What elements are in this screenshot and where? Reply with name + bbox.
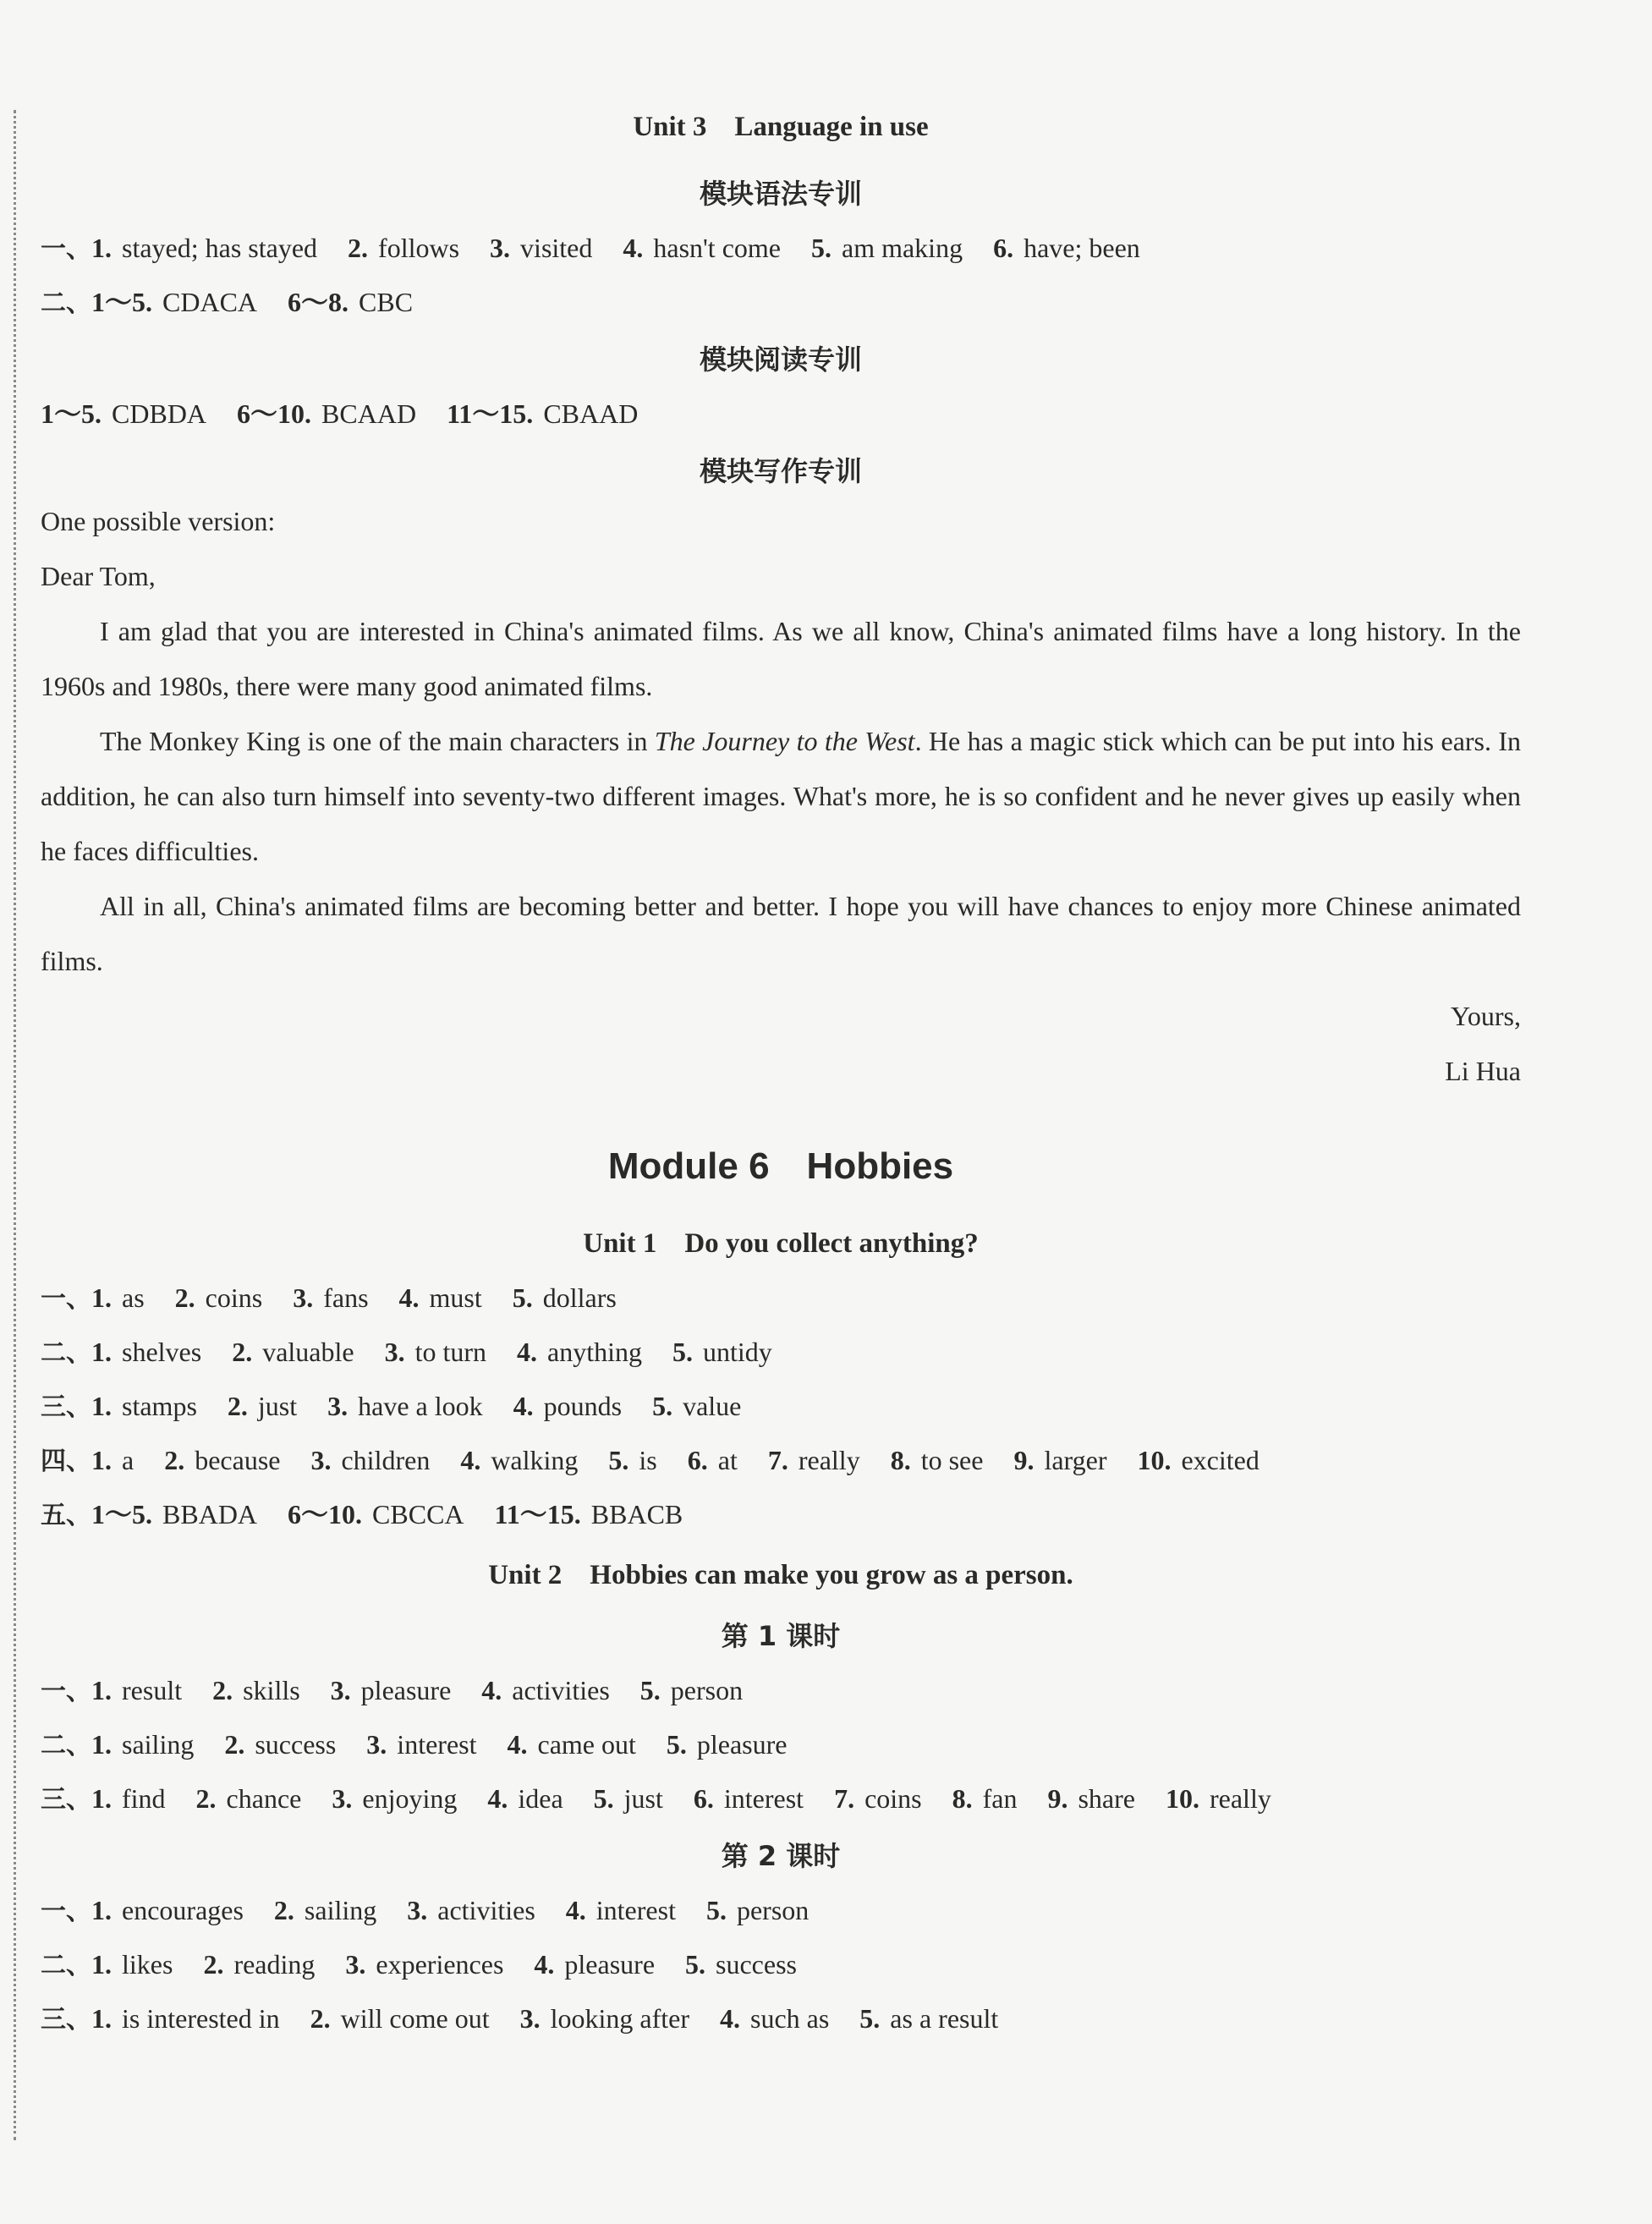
question-number: 5. [652, 1391, 673, 1421]
question-number: 1. [91, 1783, 112, 1814]
answer-text: to see [920, 1445, 984, 1475]
answer-item [288, 287, 413, 317]
answer-item [385, 1337, 486, 1367]
answer-text: success [255, 1729, 337, 1760]
answer-text: coins [864, 1783, 922, 1814]
question-number: 9. [1013, 1445, 1035, 1475]
answer-item [688, 1445, 738, 1475]
answer-row [41, 284, 1521, 320]
answer-text: share [1078, 1783, 1135, 1814]
answer-item [91, 287, 257, 317]
answer-item [91, 1949, 173, 1980]
answer-item [91, 1729, 194, 1760]
answer-text: hasn't come [653, 233, 781, 263]
answer-item [366, 1729, 476, 1760]
answer-text: untidy [703, 1337, 772, 1367]
answer-text: BBACB [590, 1499, 683, 1529]
question-number: 2. [174, 1282, 195, 1313]
answer-item [685, 1949, 797, 1980]
question-number: 4. [513, 1391, 534, 1421]
section-number: 一、 [41, 1284, 91, 1314]
question-number: 3. [327, 1391, 349, 1421]
answer-text: a [122, 1445, 134, 1475]
answer-page [41, 110, 1521, 2036]
question-number: 5. [639, 1675, 661, 1705]
question-number: 3. [293, 1282, 314, 1313]
question-number: 6～10. [237, 398, 312, 429]
question-number: 3. [407, 1895, 428, 1925]
answer-item [224, 1729, 336, 1760]
letter-closing: Yours, [1450, 1001, 1521, 1031]
answer-text: shelves [122, 1337, 202, 1367]
answer-text: sailing [122, 1729, 195, 1760]
answer-item [507, 1729, 635, 1760]
lesson1-answers [41, 1672, 1521, 1816]
question-number: 11～15. [447, 398, 534, 429]
answer-item [487, 1783, 563, 1814]
answer-item [768, 1445, 860, 1475]
answer-text: activities [437, 1895, 535, 1925]
answer-row [41, 1947, 1521, 1982]
question-number: 11～15. [494, 1499, 581, 1529]
answer-item [332, 1783, 457, 1814]
answer-item [407, 1895, 535, 1925]
answer-text: CBC [359, 287, 414, 317]
question-number: 3. [519, 2003, 541, 2034]
question-number: 6～8. [288, 287, 349, 317]
answer-text: visited [520, 233, 593, 263]
answer-item [640, 1675, 743, 1705]
question-number: 1. [91, 1282, 112, 1313]
answer-item [310, 1445, 430, 1475]
answer-item [811, 233, 963, 263]
answer-text: enjoying [362, 1783, 458, 1814]
answer-text: follows [378, 233, 460, 263]
question-number: 1. [91, 2003, 112, 2034]
section-number: 一、 [41, 234, 91, 264]
answer-item [672, 1337, 772, 1367]
answer-text: activities [512, 1675, 610, 1705]
module6-unit1-title: Unit 1 Do you collect anything? [583, 1228, 979, 1259]
question-number: 1. [91, 1895, 112, 1925]
section-number: 三、 [41, 1785, 91, 1815]
answer-text: CDACA [162, 287, 258, 317]
question-number: 2. [224, 1729, 245, 1760]
answer-text: coins [205, 1282, 263, 1313]
answer-text: came out [537, 1729, 636, 1760]
answer-item [345, 1949, 503, 1980]
answer-item [91, 1337, 201, 1367]
question-number: 1. [91, 1949, 112, 1980]
answer-item [348, 233, 459, 263]
answer-text: have; been [1024, 233, 1140, 263]
question-number: 1. [91, 1337, 112, 1367]
question-number: 8. [890, 1445, 911, 1475]
answer-item [91, 1895, 244, 1925]
book-title: The Journey to the West [654, 726, 915, 756]
section-number: 三、 [41, 2005, 91, 2035]
answer-row [41, 2001, 1521, 2036]
reading-answers [41, 396, 1521, 431]
question-number: 2. [232, 1337, 253, 1367]
answer-text: larger [1044, 1445, 1107, 1475]
answer-text: excited [1181, 1445, 1260, 1475]
question-number: 3. [384, 1337, 405, 1367]
answer-row [41, 1388, 1521, 1424]
answer-item [175, 1282, 263, 1313]
answer-item [293, 1282, 368, 1313]
answer-text: stayed; has stayed [122, 233, 318, 263]
question-number: 5. [666, 1729, 687, 1760]
question-number: 4. [565, 1895, 586, 1925]
answer-text: interest [397, 1729, 477, 1760]
lesson2-answers [41, 1892, 1521, 2036]
answer-item [694, 1783, 804, 1814]
module6-unit2-title: Unit 2 Hobbies can make you grow as a person. [488, 1560, 1073, 1590]
answer-item [327, 1391, 483, 1421]
question-number: 2. [164, 1445, 185, 1475]
answer-text: pleasure [360, 1675, 452, 1705]
answer-text: valuable [262, 1337, 354, 1367]
section-number: 五、 [41, 1501, 91, 1530]
question-number: 2. [212, 1675, 233, 1705]
question-number: 1. [91, 233, 112, 263]
letter-signature: Li Hua [1445, 1056, 1521, 1086]
question-number: 5. [705, 1895, 727, 1925]
answer-item [447, 398, 638, 429]
answer-item [91, 1499, 257, 1529]
answer-item [203, 1949, 315, 1980]
section-number: 二、 [41, 1338, 91, 1368]
letter-paragraph-2-end: . He has a magic stick which can be put into his ears. In addition, he can also turn himself into seventy-two different images. What's more, he is so confident and he never gives up easily when he faces difficulties. [41, 726, 1522, 866]
answer-text: likes [122, 1949, 173, 1980]
letter-paragraph-2-start: The Monkey King is one of the main characters in [100, 726, 655, 756]
answer-text: chance [226, 1783, 302, 1814]
section-number: 一、 [41, 1897, 91, 1926]
answer-text: BCAAD [321, 398, 417, 429]
answer-text: just [257, 1391, 298, 1421]
answer-text: idea [518, 1783, 563, 1814]
question-number: 8. [952, 1783, 973, 1814]
question-number: 2. [195, 1783, 217, 1814]
answer-item [196, 1783, 302, 1814]
letter-greeting: Dear Tom, [41, 561, 156, 591]
answer-text: sailing [304, 1895, 377, 1925]
answer-text: children [341, 1445, 431, 1475]
answer-item [834, 1783, 922, 1814]
section-number: 二、 [41, 1951, 91, 1980]
unit3-title: Unit 3 Language in use [633, 112, 929, 142]
question-number: 4. [460, 1445, 481, 1475]
answer-item [495, 1499, 683, 1529]
question-number: 3. [345, 1949, 366, 1980]
question-number: 2. [310, 2003, 331, 2034]
question-number: 5. [608, 1445, 629, 1475]
question-number: 1～5. [91, 1499, 153, 1529]
answer-text: must [429, 1282, 482, 1313]
question-number: 10. [1137, 1445, 1172, 1475]
section-number: 四、 [41, 1447, 91, 1476]
writing-intro: One possible version: [41, 506, 276, 536]
answer-item [608, 1445, 656, 1475]
answer-item [399, 1282, 482, 1313]
answer-item [91, 1445, 134, 1475]
question-number: 3. [330, 1675, 351, 1705]
answer-text: BBADA [162, 1499, 258, 1529]
answer-item [91, 233, 317, 263]
answer-item [91, 1675, 182, 1705]
answer-text: am making [841, 233, 963, 263]
answer-item [513, 1391, 622, 1421]
answer-item [667, 1729, 788, 1760]
answer-text: as a result [890, 2003, 999, 2034]
section-number: 一、 [41, 1677, 91, 1706]
answer-item [1166, 1783, 1271, 1814]
letter-paragraph-2 [41, 714, 1521, 879]
answer-item [331, 1675, 452, 1705]
answer-text: really [798, 1445, 860, 1475]
question-number: 5. [672, 1337, 694, 1367]
answer-item [1013, 1445, 1106, 1475]
answer-text: stamps [122, 1391, 197, 1421]
answer-text: CDBDA [112, 398, 207, 429]
answer-item [237, 398, 416, 429]
answer-item [859, 2003, 998, 2034]
answer-item [1137, 1445, 1259, 1475]
answer-item [720, 2003, 829, 2034]
answer-text: pleasure [564, 1949, 656, 1980]
question-number: 5. [593, 1783, 614, 1814]
answer-text: as [122, 1282, 145, 1313]
answer-item [164, 1445, 280, 1475]
answer-item [520, 2003, 689, 2034]
question-number: 9. [1047, 1783, 1068, 1814]
answer-text: CBCCA [372, 1499, 464, 1529]
question-number: 6. [993, 233, 1014, 263]
question-number: 4. [517, 1337, 538, 1367]
answer-text: such as [749, 2003, 830, 2034]
question-number: 2. [203, 1949, 224, 1980]
answer-text: reading [233, 1949, 316, 1980]
question-number: 1～5. [91, 287, 153, 317]
question-number: 4. [623, 233, 644, 263]
answer-text: at [717, 1445, 738, 1475]
answer-item [566, 1895, 676, 1925]
answer-item [993, 233, 1140, 263]
answer-text: CBAAD [543, 398, 639, 429]
answer-item [212, 1675, 300, 1705]
answer-text: person [670, 1675, 744, 1705]
answer-row [41, 1334, 1521, 1370]
answer-row [41, 1727, 1521, 1762]
question-number: 3. [332, 1783, 353, 1814]
answer-text: person [736, 1895, 810, 1925]
answer-text: pleasure [696, 1729, 788, 1760]
question-number: 2. [348, 233, 369, 263]
binding-margin-line [14, 110, 16, 2140]
answer-text: dollars [542, 1282, 617, 1313]
answer-item [232, 1337, 354, 1367]
answer-item [91, 1282, 145, 1313]
question-number: 6. [693, 1783, 714, 1814]
letter-paragraph-3: All in all, China's animated films are becoming better and better. I hope you will have chances to enjoy more Chinese animated films. [41, 891, 1521, 976]
answer-item [490, 233, 592, 263]
answer-text: interest [595, 1895, 676, 1925]
lesson2-title: 第 2 课时 [721, 1840, 841, 1872]
question-number: 4. [398, 1282, 420, 1313]
question-number: 1. [91, 1675, 112, 1705]
question-number: 6. [687, 1445, 708, 1475]
answer-row [41, 396, 1521, 431]
answer-item [310, 2003, 490, 2034]
answer-text: just [623, 1783, 663, 1814]
reading-section-title: 模块阅读专训 [699, 343, 862, 376]
answer-text: find [122, 1783, 166, 1814]
answer-row [41, 1781, 1521, 1816]
answer-text: skills [243, 1675, 300, 1705]
question-number: 7. [767, 1445, 788, 1475]
answer-text: success [716, 1949, 797, 1980]
answer-text: is interested in [122, 2003, 280, 2034]
answer-row [41, 1280, 1521, 1315]
question-number: 4. [487, 1783, 508, 1814]
question-number: 5. [859, 2003, 881, 2034]
answer-item [460, 1445, 578, 1475]
answer-item [1047, 1783, 1135, 1814]
answer-item [91, 1391, 197, 1421]
answer-row [41, 1672, 1521, 1708]
question-number: 3. [310, 1445, 332, 1475]
answer-item [274, 1895, 376, 1925]
answer-text: interest [723, 1783, 804, 1814]
answer-text: looking after [550, 2003, 689, 2034]
answer-item [91, 2003, 280, 2034]
question-number: 10. [1165, 1783, 1199, 1814]
answer-item [952, 1783, 1018, 1814]
question-number: 1. [91, 1729, 112, 1760]
question-number: 1. [91, 1445, 112, 1475]
section-number: 二、 [41, 288, 91, 318]
answer-row [41, 230, 1521, 266]
section-number: 二、 [41, 1731, 91, 1760]
answer-row [41, 1442, 1521, 1478]
answer-item [623, 233, 781, 263]
question-number: 5. [512, 1282, 533, 1313]
answer-text: experiences [376, 1949, 504, 1980]
question-number: 4. [719, 2003, 740, 2034]
answer-text: is [639, 1445, 657, 1475]
question-number: 5. [685, 1949, 706, 1980]
module6-unit1-answers [41, 1280, 1521, 1532]
grammar-answers [41, 230, 1521, 320]
lesson1-title: 第 1 课时 [721, 1620, 841, 1652]
writing-sample [41, 494, 1521, 1099]
answer-row [41, 1496, 1521, 1532]
question-number: 3. [490, 233, 511, 263]
answer-item [891, 1445, 984, 1475]
question-number: 3. [366, 1729, 387, 1760]
answer-text: because [195, 1445, 281, 1475]
answer-text: fans [323, 1282, 369, 1313]
answer-text: fan [982, 1783, 1018, 1814]
section-number: 三、 [41, 1392, 91, 1422]
answer-text: to turn [414, 1337, 487, 1367]
answer-item [517, 1337, 642, 1367]
letter-paragraph-1: I am glad that you are interested in China's animated films. As we all know, China's animated films have a long history. In the 1960s and 1980s, there were many good animated films. [41, 616, 1521, 701]
answer-text: encourages [122, 1895, 244, 1925]
question-number: 1. [91, 1391, 112, 1421]
answer-text: anything [547, 1337, 643, 1367]
question-number: 4. [507, 1729, 528, 1760]
question-number: 4. [481, 1675, 502, 1705]
answer-item [228, 1391, 297, 1421]
answer-text: value [683, 1391, 742, 1421]
question-number: 7. [834, 1783, 855, 1814]
answer-text: pounds [543, 1391, 623, 1421]
question-number: 1～5. [41, 398, 102, 429]
answer-item [481, 1675, 610, 1705]
answer-item [41, 398, 206, 429]
answer-row [41, 1892, 1521, 1928]
question-number: 6～10. [288, 1499, 363, 1529]
answer-item [534, 1949, 655, 1980]
answer-text: result [122, 1675, 183, 1705]
answer-text: walking [491, 1445, 579, 1475]
answer-item [594, 1783, 663, 1814]
question-number: 2. [273, 1895, 294, 1925]
answer-item [91, 1783, 166, 1814]
module6-title: Module 6 Hobbies [607, 1145, 954, 1187]
answer-item [652, 1391, 741, 1421]
question-number: 2. [227, 1391, 248, 1421]
writing-section-title: 模块写作专训 [699, 455, 862, 487]
answer-item [706, 1895, 809, 1925]
answer-text: will come out [340, 2003, 490, 2034]
answer-item [513, 1282, 617, 1313]
question-number: 4. [534, 1949, 555, 1980]
answer-item [288, 1499, 464, 1529]
grammar-section-title: 模块语法专训 [699, 178, 862, 210]
question-number: 5. [810, 233, 831, 263]
answer-text: really [1209, 1783, 1271, 1814]
answer-text: have a look [358, 1391, 483, 1421]
